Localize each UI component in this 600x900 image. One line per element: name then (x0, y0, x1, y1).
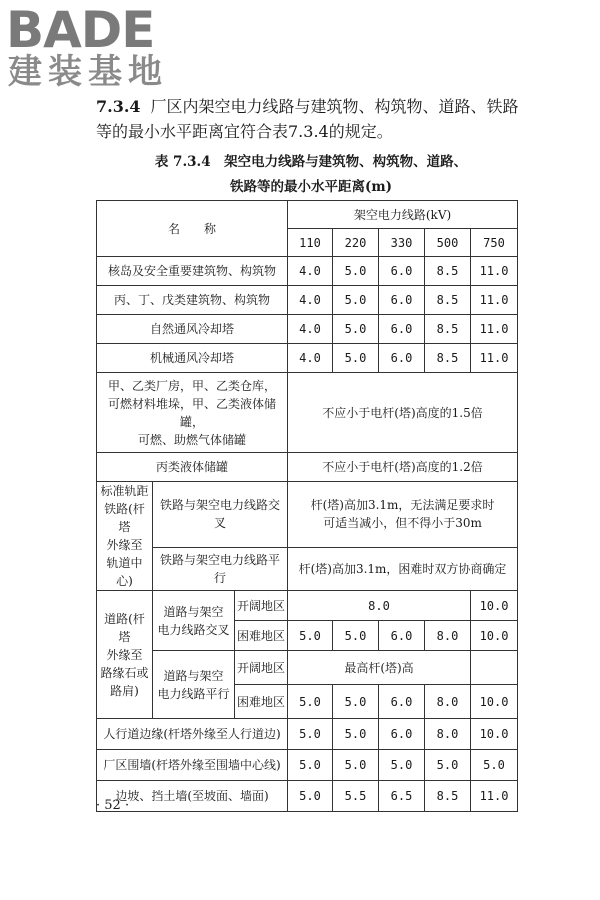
row-label: 丙、丁、戊类建筑物、构筑物 (97, 286, 288, 315)
road-label (97, 591, 153, 719)
row-value: 5.0 (333, 257, 379, 286)
road-cross-open-value-750: 10.0 (471, 591, 518, 621)
road-label-line4: 路肩) (110, 683, 139, 698)
row-value: 11.0 (471, 781, 518, 812)
row-value: 5.0 (333, 315, 379, 344)
row-label: 自然通风冷却塔 (97, 315, 288, 344)
road-label-line3: 路缘石或 (100, 665, 149, 680)
logo-latin-text: BADE (6, 1, 155, 59)
clause-number: 7.3.4 (96, 97, 141, 116)
row-value: 11.0 (471, 286, 518, 315)
logo (6, 2, 186, 92)
row-value: 6.5 (379, 781, 425, 812)
row-value: 8.0 (425, 719, 471, 750)
road-cross-label-line2: 电力线路交叉 (157, 622, 230, 637)
row-label: 机械通风冷却塔 (97, 344, 288, 373)
flammable-label (97, 373, 288, 453)
row-value: 5.0 (288, 621, 333, 651)
table-row (97, 750, 518, 781)
row-value: 8.0 (425, 685, 471, 719)
header-voltage: 110 (288, 229, 333, 257)
row-value: 5.0 (425, 750, 471, 781)
road-parallel-label-line2: 电力线路平行 (157, 686, 230, 701)
road-parallel-open-empty (471, 651, 518, 685)
row-value: 10.0 (471, 621, 518, 651)
row-value: 5.0 (333, 621, 379, 651)
row-value: 4.0 (288, 257, 333, 286)
road-parallel-open-note: 最高杆(塔)高 (288, 651, 471, 685)
flammable-note: 不应小于电杆(塔)高度的1.5倍 (288, 373, 518, 453)
header-group: 架空电力线路(kV) (288, 201, 518, 229)
road-cross-label (153, 591, 235, 651)
road-parallel-label (153, 651, 235, 719)
row-value: 11.0 (471, 257, 518, 286)
row-value: 5.0 (333, 750, 379, 781)
row-value: 6.0 (379, 286, 425, 315)
row-label: 厂区围墙(杆塔外缘至围墙中心线) (97, 750, 288, 781)
railway-parallel-label: 铁路与架空电力线路平行 (153, 547, 288, 590)
table-row (97, 315, 518, 344)
row-value: 5.0 (288, 750, 333, 781)
row-value: 8.5 (425, 344, 471, 373)
road-cross-open-value: 8.0 (288, 591, 471, 621)
row-value: 8.5 (425, 315, 471, 344)
header-voltage: 500 (425, 229, 471, 257)
row-value: 6.0 (379, 344, 425, 373)
row-value: 11.0 (471, 315, 518, 344)
table-caption-line2: 铁路等的最小水平距离(m) (229, 179, 393, 195)
class-c-tank-row (97, 453, 518, 482)
railway-parallel-row (97, 547, 518, 590)
railway-cross-note-line2: 可适当减小，但不得小于30m (323, 516, 482, 531)
clause-text: 厂区内架空电力线路与建筑物、构筑物、道路、铁路等的最小水平距离宜符合表7.3.4的规定。 (96, 97, 519, 141)
flammable-label-line2: 可燃材料堆垛，甲、乙类液体储罐， (107, 396, 276, 429)
row-value: 5.5 (333, 781, 379, 812)
row-value: 5.0 (333, 685, 379, 719)
row-value: 10.0 (471, 685, 518, 719)
railway-label-line4: 轨道中心) (106, 556, 143, 588)
table-row (97, 286, 518, 315)
row-label: 边坡、挡土墙(至坡面、墙面) (97, 781, 288, 812)
road-cross-open-row (97, 591, 518, 621)
railway-cross-label: 铁路与架空电力线路交叉 (153, 482, 288, 548)
row-value: 5.0 (379, 750, 425, 781)
row-value: 6.0 (379, 685, 425, 719)
railway-cross-note-line1: 杆(塔)高加3.1m，无法满足要求时 (310, 498, 495, 513)
row-value: 6.0 (379, 621, 425, 651)
road-difficult-area-label: 困难地区 (235, 621, 288, 651)
table-row (97, 344, 518, 373)
row-value: 5.0 (333, 286, 379, 315)
railway-label-line1: 标准轨距 (100, 484, 149, 498)
row-value: 4.0 (288, 315, 333, 344)
row-value: 5.0 (288, 781, 333, 812)
row-value: 4.0 (288, 286, 333, 315)
page-number: · 52 · (96, 798, 130, 813)
railway-label-line2: 铁路(杆塔 (104, 502, 145, 534)
table-row (97, 719, 518, 750)
row-value: 5.0 (288, 685, 333, 719)
railway-cross-row (97, 482, 518, 548)
header-row (97, 201, 518, 229)
flammable-row (97, 373, 518, 453)
row-value: 6.0 (379, 257, 425, 286)
road-cross-label-line1: 道路与架空 (163, 604, 224, 619)
railway-cross-note (288, 482, 518, 548)
road-label-line2: 外缘至 (106, 647, 143, 662)
row-value: 8.0 (425, 621, 471, 651)
header-name: 名 称 (97, 201, 288, 257)
class-c-tank-label: 丙类液体储罐 (97, 453, 288, 482)
row-value: 5.0 (333, 719, 379, 750)
header-voltage: 220 (333, 229, 379, 257)
railway-label (97, 482, 153, 591)
row-value: 5.0 (288, 719, 333, 750)
row-value: 8.5 (425, 781, 471, 812)
row-value: 10.0 (471, 719, 518, 750)
row-value: 5.0 (333, 344, 379, 373)
row-value: 4.0 (288, 344, 333, 373)
logo-chinese-text: 建装基地 (8, 52, 168, 92)
road-label-line1: 道路(杆塔 (104, 611, 145, 644)
road-open-area-label-2: 开阔地区 (235, 651, 288, 685)
clause-paragraph (96, 94, 526, 144)
road-parallel-label-line1: 道路与架空 (163, 668, 224, 683)
road-open-area-label: 开阔地区 (235, 591, 288, 621)
row-label: 人行道边缘(杆塔外缘至人行道边) (97, 719, 288, 750)
railway-label-line3: 外缘至 (106, 538, 143, 552)
road-parallel-open-row (97, 651, 518, 685)
railway-parallel-note: 杆(塔)高加3.1m，困难时双方协商确定 (288, 547, 518, 590)
row-value: 5.0 (471, 750, 518, 781)
row-value: 6.0 (379, 719, 425, 750)
table-row (97, 781, 518, 812)
row-value: 11.0 (471, 344, 518, 373)
flammable-label-line1: 甲、乙类厂房，甲、乙类仓库， (107, 378, 276, 393)
row-value: 6.0 (379, 315, 425, 344)
class-c-tank-note: 不应小于电杆(塔)高度的1.2倍 (288, 453, 518, 482)
row-value: 8.5 (425, 257, 471, 286)
flammable-label-line3: 可燃、助燃气体储罐 (137, 432, 246, 447)
table-caption-line1: 表 7.3.4 架空电力线路与建筑物、构筑物、道路、 (154, 154, 468, 170)
header-voltage: 330 (379, 229, 425, 257)
header-voltage: 750 (471, 229, 518, 257)
distance-table (96, 200, 518, 812)
road-difficult-area-label-2: 困难地区 (235, 685, 288, 719)
row-label: 核岛及安全重要建筑物、构筑物 (97, 257, 288, 286)
row-value: 8.5 (425, 286, 471, 315)
table-row (97, 257, 518, 286)
